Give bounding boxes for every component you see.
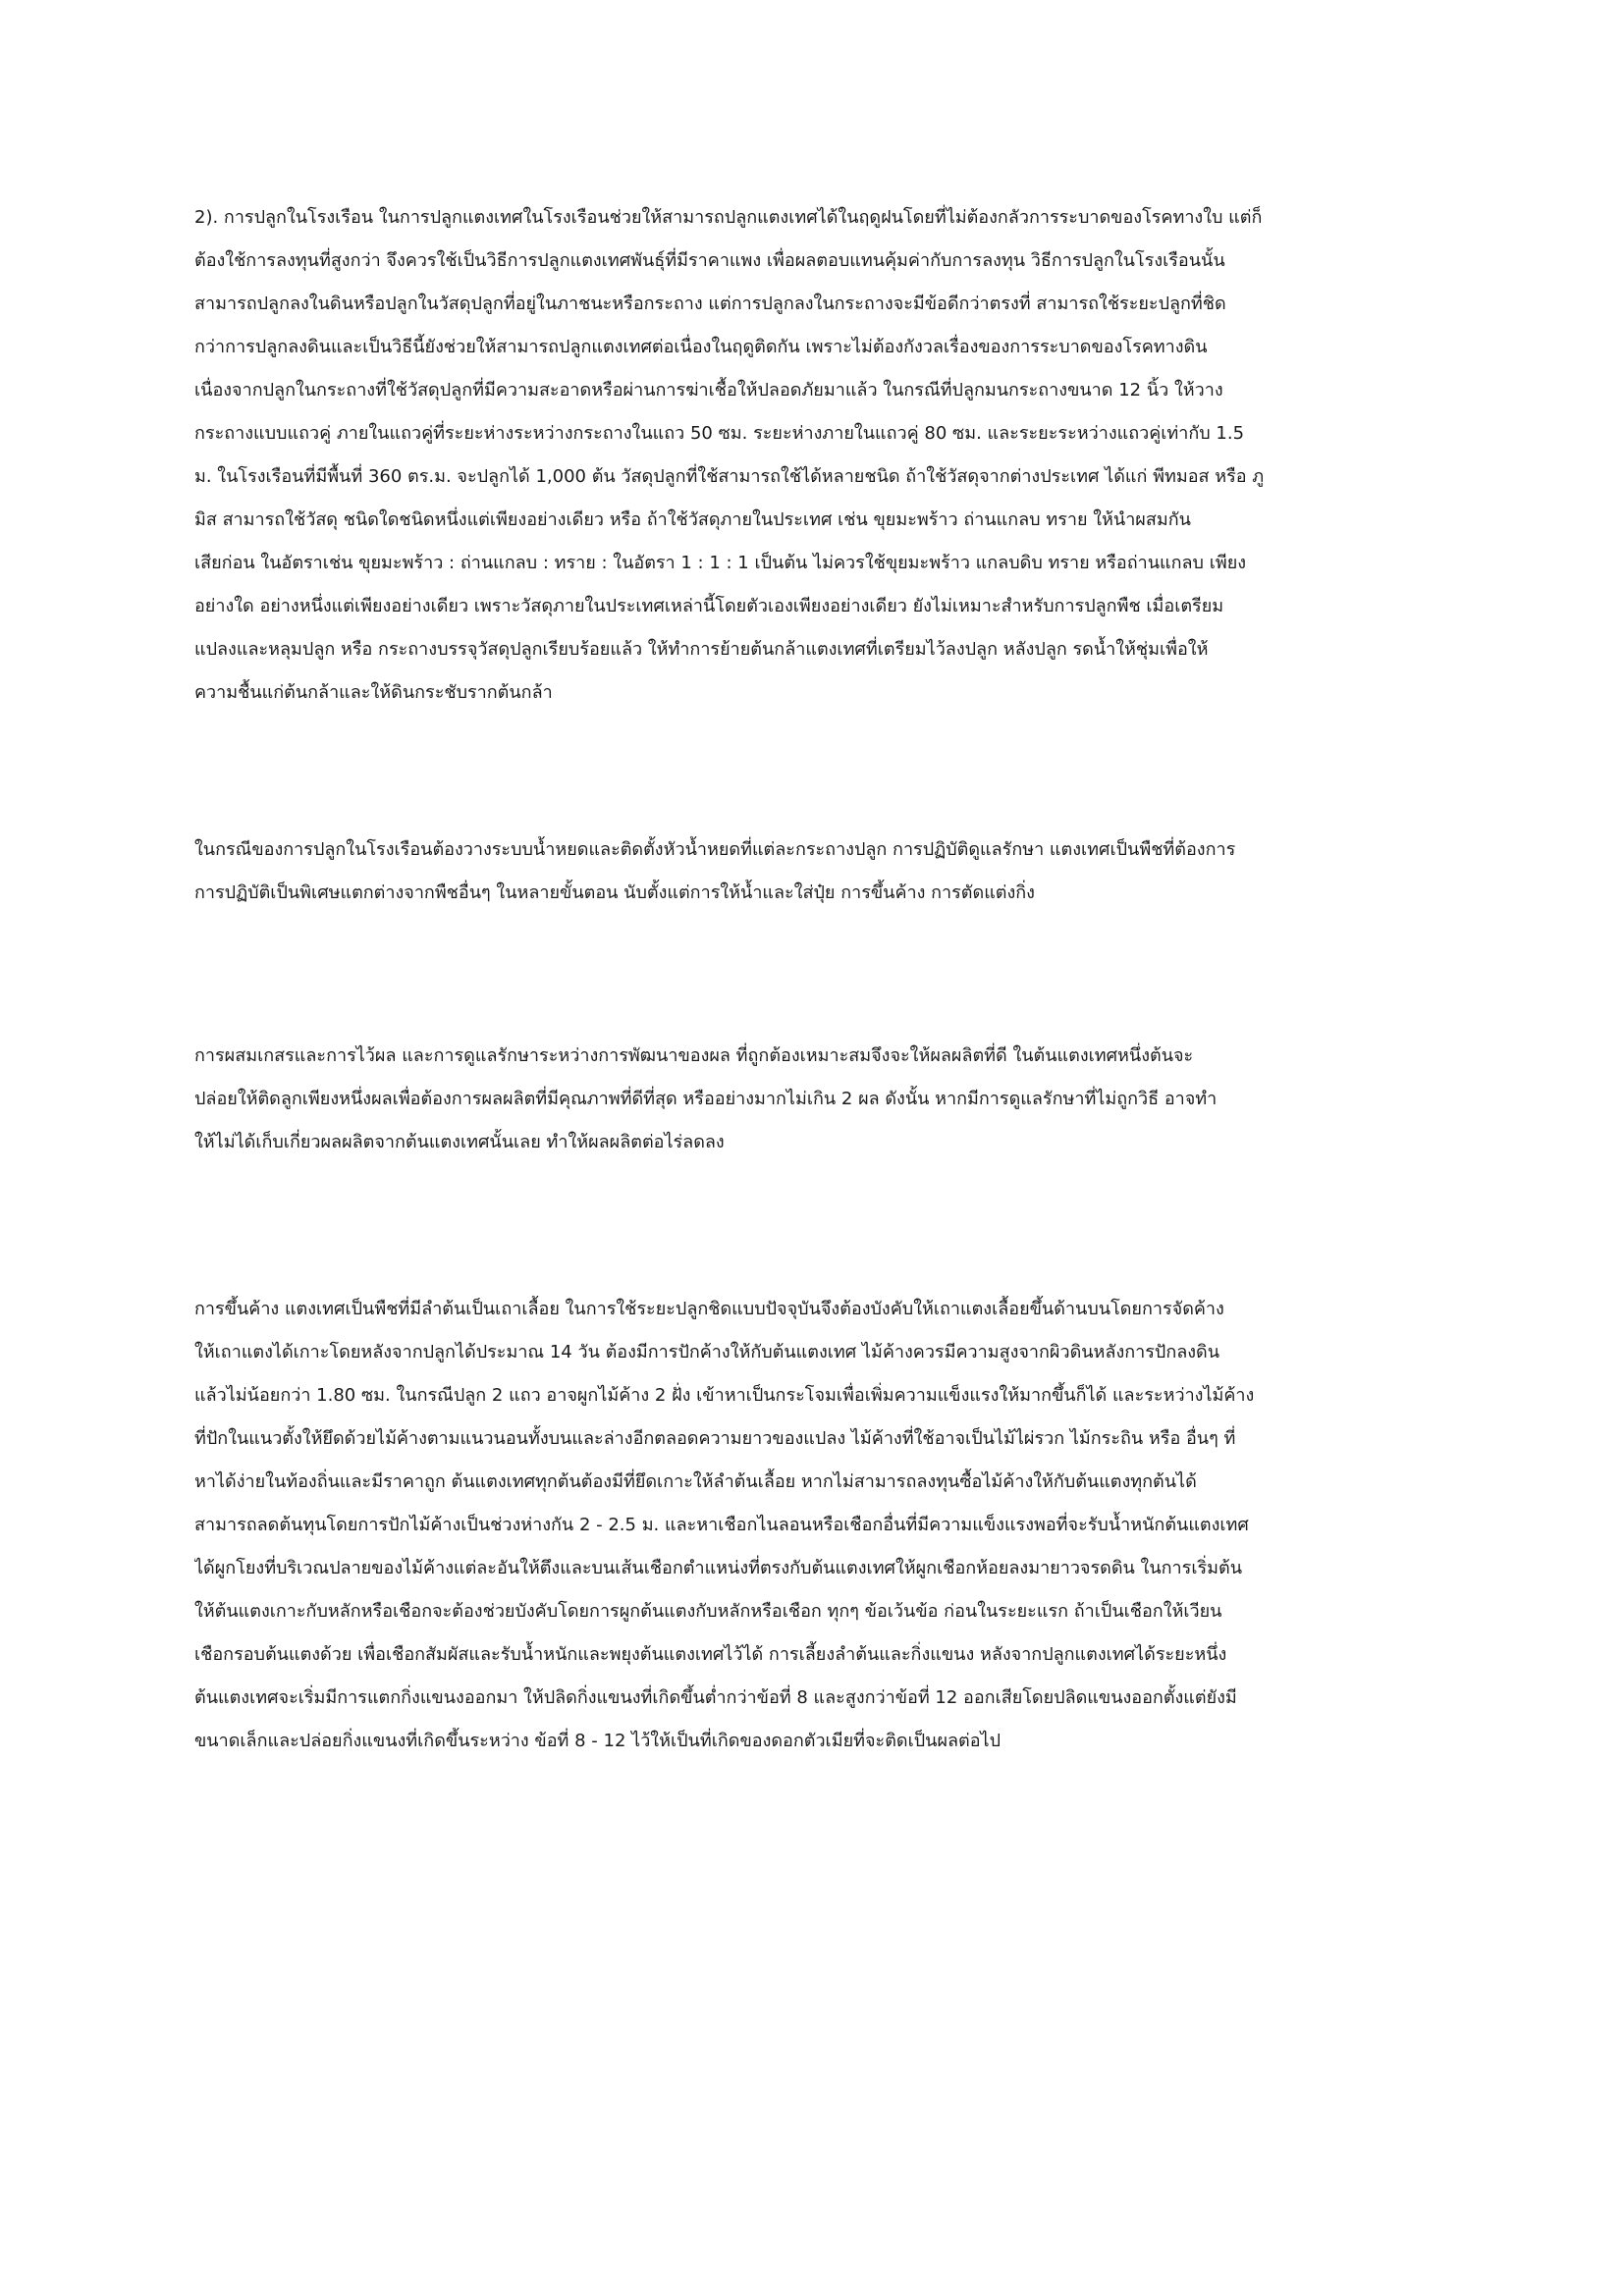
text-line: เชือกรอบต้นแตงด้วย เพื่อเชือกสัมผัสและรับน้ำหนักและพยุงต้นแตงเทศไว้ได้ การเลี้ยงลำต้นและกิ่งแขนง หลังจากปลูกแตงเทศได้ระยะหนึ่ง — [194, 1644, 1227, 1665]
text-line: กระถางแบบแถวคู่ ภายในแถวคู่ที่ระยะห่างระหว่างกระถางในแถว 50 ซม. ระยะห่างภายในแถวคู่ 80 ซม. และระยะระหว่างแถวคู่เท่ากับ 1.5 — [194, 423, 1245, 444]
text-line: เนื่องจากปลูกในกระถางที่ใช้วัสดุปลูกที่มีความสะอาดหรือผ่านการฆ่าเชื้อให้ปลอดภัยมาแล้ว ในกรณีที่ปลูกมนกระถางขนาด 12 นิ้ว ให้วาง — [194, 380, 1223, 400]
paragraph-drip-irrigation — [194, 828, 1434, 915]
text-line: 2). การปลูกในโรงเรือน ในการปลูกแตงเทศในโรงเรือนช่วยให้สามารถปลูกแตงเทศได้ในฤดูฝนโดยที่ไม่ต้องกลัวการระบาดของโรคทางใบ แต่ก็ — [194, 207, 1263, 228]
text-line: ม. ในโรงเรือนที่มีพื้นที่ 360 ตร.ม. จะปลูกได้ 1,000 ต้น วัสดุปลูกที่ใช้สามารถใช้ได้หลายชนิด ถ้าใช้วัสดุจากต่างประเทศ ได้แก่ พีทมอส หรือ ภู — [194, 466, 1265, 487]
text-line: ต้นแตงเทศจะเริ่มมีการแตกกิ่งแขนงออกมา ให้ปลิดกิ่งแขนงที่เกิดขึ้นต่ำกว่าข้อที่ 8 และสูงกว่าข้อที่ 12 ออกเสียโดยปลิดแขนงออกตั้งแต่ยังมี — [194, 1687, 1237, 1708]
text-line: หาได้ง่ายในท้องถิ่นและมีราคาถูก ต้นแตงเทศทุกต้นต้องมีที่ยึดเกาะให้ลำต้นเลื้อย หากไม่สามารถลงทุนซื้อไม้ค้างให้กับต้นแตงทุกต้นได้ — [194, 1471, 1197, 1492]
text-line: เสียก่อน ในอัตราเช่น ขุยมะพร้าว : ถ่านแกลบ : ทราย : ในอัตรา 1 : 1 : 1 เป็นต้น ไม่ควรใช้ขุยมะพร้าว แกลบดิบ ทราย หรือถ่านแกลบ เพียง — [194, 553, 1247, 573]
paragraph-spacer — [194, 915, 1434, 1035]
paragraph-trellising — [194, 1288, 1434, 1763]
text-line: ต้องใช้การลงทุนที่สูงกว่า จึงควรใช้เป็นวิธีการปลูกแตงเทศพันธุ์ที่มีราคาแพง เพื่อผลตอบแทนคุ้มค่ากับการลงทุน วิธีการปลูกในโรงเรือนนั้น — [194, 250, 1225, 271]
text-line: สามารถปลูกลงในดินหรือปลูกในวัสดุปลูกที่อยู่ในภาชนะหรือกระถาง แต่การปลูกลงในกระถางจะมีข้อดีกว่าตรงที่ สามารถใช้ระยะปลูกที่ชิด — [194, 294, 1226, 314]
text-line: ให้ไม่ได้เก็บเกี่ยวผลผลิตจากต้นแตงเทศนั้นเลย ทำให้ผลผลิตต่อไร่ลดลง — [194, 1132, 725, 1152]
text-line: แปลงและหลุมปลูก หรือ กระถางบรรจุวัสดุปลูกเรียบร้อยแล้ว ให้ทำการย้ายต้นกล้าแตงเทศที่เตรียมไว้ลงปลูก หลังปลูก รดน้ำให้ชุ่มเพื่อให้ — [194, 639, 1209, 660]
text-line: ปล่อยให้ติดลูกเพียงหนึ่งผลเพื่อต้องการผลผลิตที่มีคุณภาพที่ดีที่สุด หรืออย่างมากไม่เกิน 2 ผล ดังนั้น หากมีการดูแลรักษาที่ไม่ถูกวิธี อาจทำ — [194, 1089, 1218, 1109]
text-line: อย่างใด อย่างหนึ่งแต่เพียงอย่างเดียว เพราะวัสดุภายในประเทศเหล่านี้โดยตัวเองเพียงอย่างเดียว ยังไม่เหมาะสำหรับการปลูกพืช เมื่อเตรียม — [194, 596, 1224, 616]
text-line: สามารถลดต้นทุนโดยการปักไม้ค้างเป็นช่วงห่างกัน 2 - 2.5 ม. และหาเชือกไนลอนหรือเชือกอื่นที่มีความแข็งแรงพอที่จะรับน้ำหนักต้นแตงเทศ — [194, 1515, 1249, 1535]
text-line: ขนาดเล็กและปล่อยกิ่งแขนงที่เกิดขึ้นระหว่าง ข้อที่ 8 - 12 ไว้ให้เป็นที่เกิดของดอกตัวเมียที่จะติดเป็นผลต่อไป — [194, 1731, 1001, 1751]
text-line: การขึ้นค้าง แตงเทศเป็นพืชที่มีลำต้นเป็นเถาเลื้อย ในการใช้ระยะปลูกชิดแบบปัจจุบันจึงต้องบังคับให้เถาแตงเลื้อยขึ้นด้านบนโดยการจัดค้าง — [194, 1299, 1224, 1319]
paragraph-pollination — [194, 1035, 1434, 1164]
text-line: มิส สามารถใช้วัสดุ ชนิดใดชนิดหนึ่งแต่เพียงอย่างเดียว หรือ ถ้าใช้วัสดุภายในประเทศ เช่น ขุยมะพร้าว ถ่านแกลบ ทราย ให้นำผสมกัน — [194, 509, 1191, 530]
paragraph-spacer — [194, 1164, 1434, 1288]
paragraph-spacer — [194, 715, 1434, 828]
text-line: ที่ปักในแนวตั้งให้ยึดด้วยไม้ค้างตามแนวนอนทั้งบนและล่างอีกตลอดความยาวของแปลง ไม้ค้างที่ใช้อาจเป็นไม้ไผ่รวก ไม้กระถิน หรือ อื่นๆ ที่ — [194, 1428, 1236, 1449]
paragraph-greenhouse-planting — [194, 196, 1434, 715]
text-line: ให้เถาแตงได้เกาะโดยหลังจากปลูกได้ประมาณ 14 วัน ต้องมีการปักค้างให้กับต้นแตงเทศ ไม้ค้างควรมีความสูงจากผิวดินหลังการปักลงดิน — [194, 1342, 1220, 1362]
text-line: แล้วไม่น้อยกว่า 1.80 ซม. ในกรณีปลูก 2 แถว อาจผูกไม้ค้าง 2 ฝั่ง เข้าหาเป็นกระโจมเพื่อเพิ่มความแข็งแรงให้มากขึ้นก็ได้ และระหว่างไม้ค้าง — [194, 1385, 1255, 1406]
document-body — [194, 196, 1434, 1763]
text-line: การปฏิบัติเป็นพิเศษแตกต่างจากพืชอื่นๆ ในหลายขั้นตอน นับตั้งแต่การให้น้ำและใส่ปุ๋ย การขึ้นค้าง การตัดแต่งกิ่ง — [194, 882, 1035, 903]
text-line: กว่าการปลูกลงดินและเป็นวิธีนี้ยังช่วยให้สามารถปลูกแตงเทศต่อเนื่องในฤดูติดกัน เพราะไม่ต้องกังวลเรื่องของการระบาดของโรคทางดิน — [194, 337, 1208, 357]
text-line: ให้ต้นแตงเกาะกับหลักหรือเชือกจะต้องช่วยบังคับโดยการผูกต้นแตงกับหลักหรือเชือก ทุกๆ ข้อเว้นข้อ ก่อนในระยะแรก ถ้าเป็นเชือกให้เวียน — [194, 1601, 1222, 1622]
text-line: ในกรณีของการปลูกในโรงเรือนต้องวางระบบน้ำหยดและติดตั้งหัวน้ำหยดที่แต่ละกระถางปลูก การปฏิบัติดูแลรักษา แตงเทศเป็นพืชที่ต้องการ — [194, 839, 1236, 860]
text-line: ได้ผูกโยงที่บริเวณปลายของไม้ค้างแต่ละอันให้ตึงและบนเส้นเชือกตำแหน่งที่ตรงกับต้นแตงเทศให้ผูกเชือกห้อยลงมายาวจรดดิน ในการเริ่มต้น — [194, 1558, 1243, 1578]
text-line: ความชื้นแก่ต้นกล้าและให้ดินกระชับรากต้นกล้า — [194, 682, 553, 703]
text-line: การผสมเกสรและการไว้ผล และการดูแลรักษาระหว่างการพัฒนาของผล ที่ถูกต้องเหมาะสมจึงจะให้ผลผลิตที่ดี ในต้นแตงเทศหนึ่งต้นจะ — [194, 1045, 1194, 1066]
